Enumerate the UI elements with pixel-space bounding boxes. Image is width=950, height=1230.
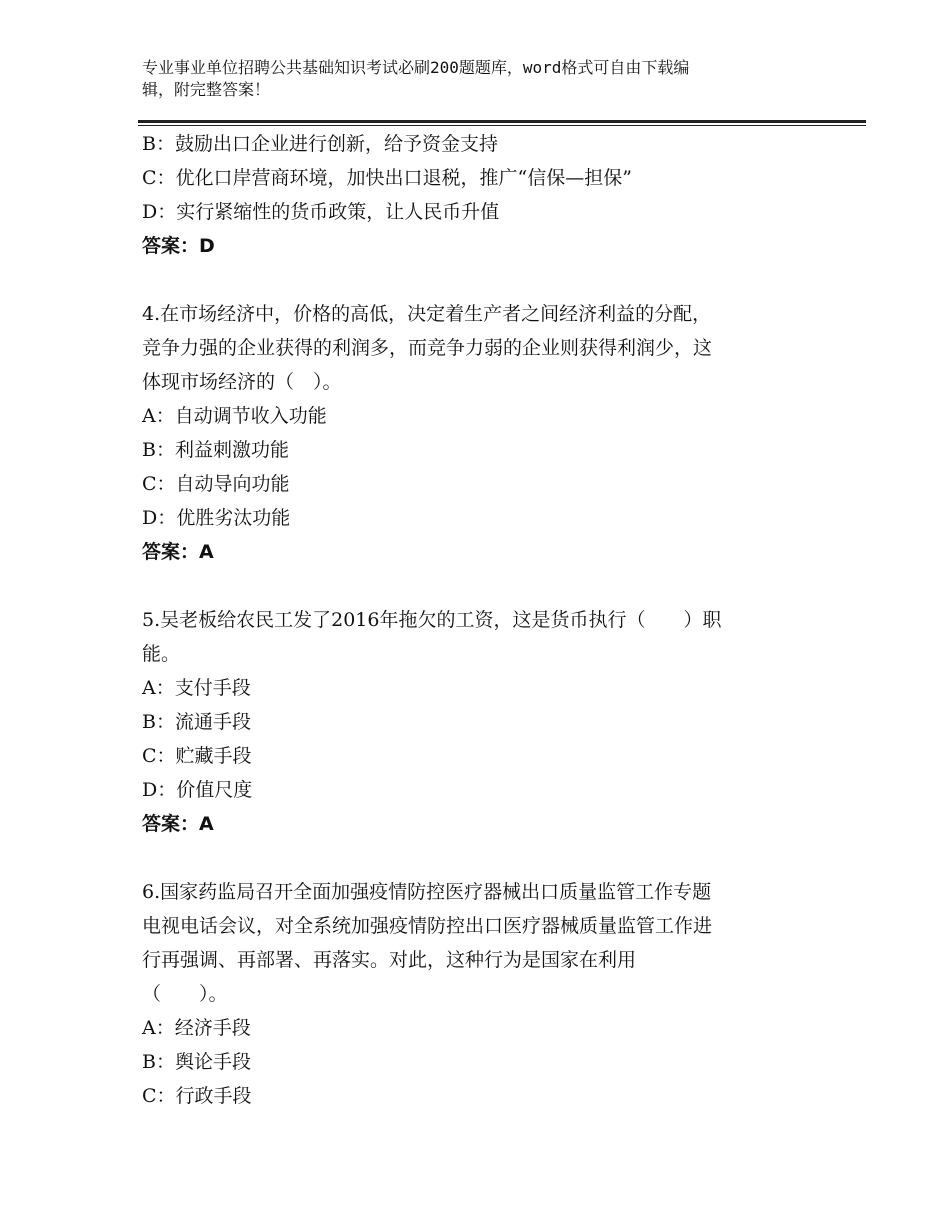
header-rule-thin — [138, 125, 866, 126]
option-d: D：实行紧缩性的货币政策，让人民币升值 — [142, 201, 500, 223]
document-header — [142, 57, 792, 101]
spacer — [142, 841, 802, 875]
option-c: C：贮藏手段 — [142, 745, 252, 767]
stem-line: 竞争力强的企业获得的利润多，而竞争力弱的企业则获得利润少，这 — [142, 337, 713, 359]
question-4 — [142, 297, 802, 569]
header-rule-thick — [138, 120, 866, 123]
option-a: A：支付手段 — [142, 677, 251, 699]
answer-label: 答案：A — [142, 813, 214, 835]
option-c: C：行政手段 — [142, 1085, 252, 1107]
answer-label: 答案：A — [142, 541, 214, 563]
question-5 — [142, 603, 802, 841]
spacer — [142, 569, 802, 603]
option-d: D：价值尺度 — [142, 779, 253, 801]
question-6 — [142, 875, 802, 1113]
option-a: A：经济手段 — [142, 1017, 251, 1039]
spacer — [142, 263, 802, 297]
option-c: C：自动导向功能 — [142, 473, 290, 495]
option-c: C：优化口岸营商环境，加快出口退税，推广“信保—担保” — [142, 167, 632, 189]
answer-label: 答案：D — [142, 235, 215, 257]
stem-line: 行再强调、再部署、再落实。对此，这种行为是国家在利用 — [142, 949, 637, 971]
stem-line: 5.吴老板给农民工发了2016年拖欠的工资，这是货币执行（ ）职 — [142, 609, 722, 631]
option-d: D：优胜劣汰功能 — [142, 507, 291, 529]
question-3-tail — [142, 127, 802, 263]
stem-line: 6.国家药监局召开全面加强疫情防控医疗器械出口质量监管工作专题 — [142, 881, 712, 903]
question-stem — [142, 603, 802, 671]
stem-line: 4.在市场经济中，价格的高低，决定着生产者之间经济利益的分配， — [142, 303, 712, 325]
header-line-1: 专业事业单位招聘公共基础知识考试必刷200题题库，word格式可自由下载编 — [142, 58, 690, 77]
document-body — [142, 127, 802, 1113]
stem-line: 体现市场经济的（ ）。 — [142, 371, 342, 393]
question-stem — [142, 875, 802, 1011]
option-b: B：鼓励出口企业进行创新，给予资金支持 — [142, 133, 498, 155]
question-stem — [142, 297, 802, 399]
option-b: B：流通手段 — [142, 711, 251, 733]
stem-line: 能。 — [142, 643, 181, 665]
stem-line: （ ）。 — [142, 983, 228, 1005]
option-b: B：利益刺激功能 — [142, 439, 289, 461]
option-b: B：舆论手段 — [142, 1051, 251, 1073]
option-a: A：自动调节收入功能 — [142, 405, 327, 427]
stem-line: 电视电话会议，对全系统加强疫情防控出口医疗器械质量监管工作进 — [142, 915, 713, 937]
header-line-2: 辑，附完整答案！ — [142, 80, 271, 99]
